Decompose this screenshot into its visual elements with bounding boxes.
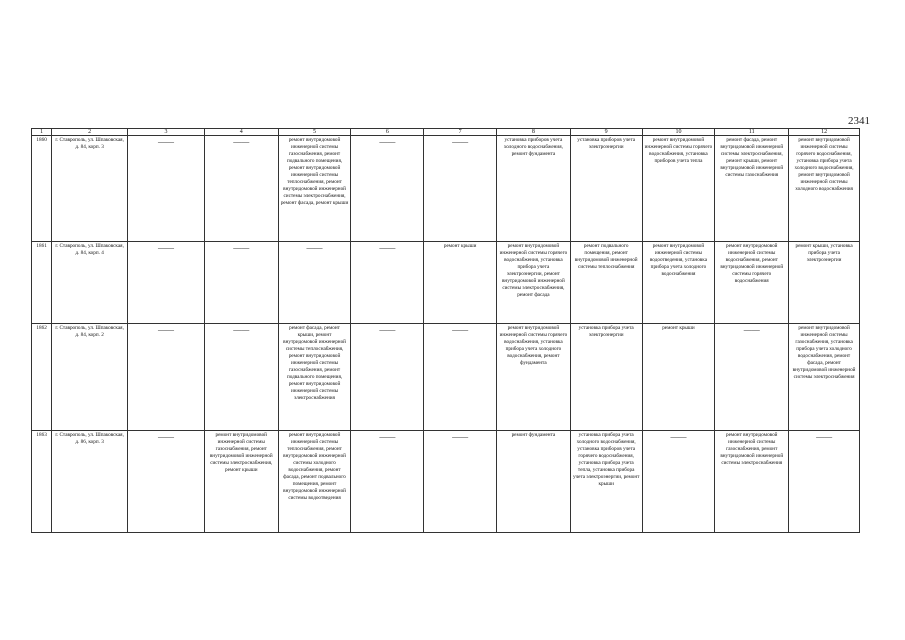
table-cell: ремонт подвального помещения, ремонт внутридомовой инженерной системы теплоснабжения	[570, 242, 642, 324]
dash-mark: ——	[379, 137, 396, 146]
table-cell	[424, 431, 497, 533]
table-cell: ремонт внутридомовой инженерной системы теплоснабжения, ремонт внутридомовой инженерной системы холодного водоснабжения, ремонт фасада, ремонт подвального помещения, ремонт внутридомовой инженерной системы водоотведения	[278, 431, 351, 533]
table-cell	[424, 324, 497, 431]
dash-mark: ——	[816, 432, 833, 441]
table-cell: ремонт крыши	[642, 324, 715, 431]
table-cell	[642, 431, 715, 533]
table-cell: ремонт внутридомовой инженерной системы газоснабжения, ремонт внутридомовой инженерной системы электроснабжения, ремонт крыши	[204, 431, 278, 533]
table-row	[32, 431, 860, 533]
table-cell: ремонт внутридомовой инженерной системы газоснабжения, ремонт внутридомовой инженерной системы электроснабжения	[715, 431, 789, 533]
column-header: 10	[642, 129, 715, 136]
table-cell	[715, 324, 789, 431]
dash-mark: ——	[452, 325, 469, 334]
column-header: 1	[32, 129, 52, 136]
table-cell: установка приборов учета холодного водоснабжения, ремонт фундамента	[497, 136, 571, 242]
header-row	[32, 129, 860, 136]
table-cell: ремонт внутридомовой инженерной системы горячего водоснабжения, установка прибора учета холодного водоснабжения, ремонт фундамента	[497, 324, 571, 431]
table-cell: установка приборов учета электроэнергии	[570, 136, 642, 242]
column-header: 6	[351, 129, 424, 136]
table-cell: ремонт внутридомовой инженерной системы горячего водоснабжения, установка приборов учета тепла	[642, 136, 715, 242]
table-row	[32, 242, 860, 324]
table-cell: ремонт фасада, ремонт крыши, ремонт внутридомовой инженерной системы теплоснабжения, ремонт внутридомовой инженерной системы газоснабжения, ремонт подвального помещения, ремонт внутридомовой инженерной системы электроснабжения	[278, 324, 351, 431]
page-number: 2341	[848, 115, 870, 127]
column-header: 4	[204, 129, 278, 136]
row-number: 1861	[32, 242, 52, 324]
table-cell: ремонт внутридомовой инженерной системы горячего водоснабжения, установка прибора учета холодного водоснабжения, ремонт внутридомовой инженерной системы холодного водоснабжения	[789, 136, 860, 242]
dash-mark: ——	[157, 137, 174, 146]
row-number: 1860	[32, 136, 52, 242]
address-cell: г. Ставрополь, ул. Шпаковская, д. 84, корп. 3	[52, 136, 128, 242]
dash-mark: ——	[233, 243, 250, 252]
table-cell: ремонт внутридомовой инженерной системы горячего водоснабжения, установка прибора учета электроэнергии, ремонт внутридомовой инженерной системы электроснабжения, ремонт фасада	[497, 242, 571, 324]
table-cell	[278, 242, 351, 324]
table-cell: ремонт внутридомовой инженерной системы водоотведения, установка прибора учета холодного водоснабжения	[642, 242, 715, 324]
dash-mark: ——	[743, 325, 760, 334]
table-cell: ремонт внутридомовой инженерной системы газоснабжения, установка прибора учета холодного водоснабжения, ремонт фасада, ремонт внутридомовой инженерной системы электроснабжения	[789, 324, 860, 431]
table-row	[32, 324, 860, 431]
row-number: 1863	[32, 431, 52, 533]
table-cell	[204, 136, 278, 242]
table-cell: ремонт внутридомовой инженерной системы газоснабжения, ремонт подвального помещения, ремонт внутридомовой инженерной системы теплоснабжения, ремонт внутридомовой инженерной системы электроснабжения, ремонт фасада, ремонт крыши	[278, 136, 351, 242]
column-header: 12	[789, 129, 860, 136]
table-cell	[204, 324, 278, 431]
table-cell: установка прибора учета электроэнергии	[570, 324, 642, 431]
column-header: 7	[424, 129, 497, 136]
dash-mark: ——	[379, 243, 396, 252]
table-cell	[128, 324, 205, 431]
table-cell: ремонт крыши	[424, 242, 497, 324]
dash-mark: ——	[157, 432, 174, 441]
table-cell	[351, 242, 424, 324]
dash-mark: ——	[379, 432, 396, 441]
dash-mark: ——	[157, 243, 174, 252]
dash-mark: ——	[233, 137, 250, 146]
column-header: 5	[278, 129, 351, 136]
table-row	[32, 136, 860, 242]
dash-mark: ——	[452, 432, 469, 441]
table-cell	[128, 431, 205, 533]
column-header: 11	[715, 129, 789, 136]
table-cell	[351, 324, 424, 431]
repair-schedule-table	[31, 128, 860, 533]
table-cell: установка прибора учета холодного водоснабжения, установка приборов учета горячего водоснабжения, установка прибора учета тепла, установка прибора учета электроэнергии, ремонт крыши	[570, 431, 642, 533]
table-cell	[128, 136, 205, 242]
dash-mark: ——	[670, 432, 687, 441]
table-cell	[204, 242, 278, 324]
table-cell: ремонт внутридомовой инженерной системы водоснабжения, ремонт внутридомовой инженерной системы горячего водоснабжения	[715, 242, 789, 324]
table-cell	[789, 431, 860, 533]
address-cell: г. Ставрополь, ул. Шпаковская, д. 86, корп. 3	[52, 431, 128, 533]
table-cell	[128, 242, 205, 324]
dash-mark: ——	[306, 243, 323, 252]
column-header: 8	[497, 129, 571, 136]
dash-mark: ——	[157, 325, 174, 334]
table-cell	[351, 431, 424, 533]
column-header: 2	[52, 129, 128, 136]
dash-mark: ——	[233, 325, 250, 334]
dash-mark: ——	[379, 325, 396, 334]
column-header: 9	[570, 129, 642, 136]
table-cell: ремонт фундамента	[497, 431, 571, 533]
address-cell: г. Ставрополь, ул. Шпаковская, д. 84, корп. 2	[52, 324, 128, 431]
dash-mark: ——	[452, 137, 469, 146]
row-number: 1862	[32, 324, 52, 431]
column-header: 3	[128, 129, 205, 136]
table-cell: ремонт крыши, установка прибора учета электроэнергии	[789, 242, 860, 324]
table-cell	[424, 136, 497, 242]
table-cell	[351, 136, 424, 242]
table-cell: ремонт фасада, ремонт внутридомовой инженерной системы электроснабжения, ремонт крыши, ремонт внутридомовой инженерной системы газоснабжения	[715, 136, 789, 242]
address-cell: г. Ставрополь, ул. Шпаковская, д. 84, корп. 4	[52, 242, 128, 324]
